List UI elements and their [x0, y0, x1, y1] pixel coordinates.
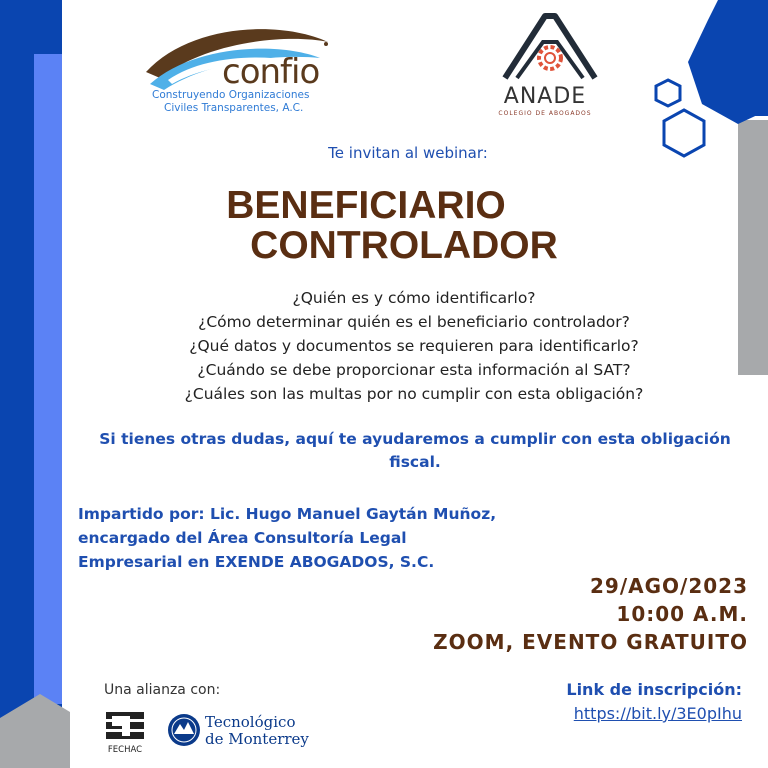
event-time: 10:00 A.M.: [616, 602, 748, 626]
event-date: 29/AGO/2023: [589, 574, 748, 598]
help-text-line1: Si tienes otras dudas, aquí te ayudaremos a cumplir con esta obligación: [99, 430, 731, 448]
registration-link[interactable]: https://bit.ly/3E0pIhu: [573, 704, 742, 723]
question-item: ¿Cuándo se debe proporcionar esta información al SAT?: [197, 361, 631, 379]
tec-monterrey-logo: [166, 712, 202, 748]
speaker-line3: Empresarial en EXENDE ABOGADOS, S.C.: [78, 553, 435, 571]
confio-tagline-line1: Construyendo Organizaciones: [152, 89, 310, 101]
anade-subtitle: COLEGIO DE ABOGADOS: [498, 110, 592, 117]
question-item: ¿Cuáles son las multas por no cumplir con esta obligación?: [184, 385, 644, 403]
speaker-line1: Impartido por: Lic. Hugo Manuel Gaytán Muñoz,: [78, 505, 497, 523]
questions-list: [60, 286, 768, 406]
question-item: ¿Qué datos y documentos se requieren para identificarlo?: [189, 337, 639, 355]
title-line-1: BENEFICIARIO: [226, 184, 506, 227]
event-info: [380, 572, 748, 656]
event-venue: ZOOM, EVENTO GRATUITO: [433, 630, 748, 654]
fechac-label: FECHAC: [107, 745, 143, 755]
speaker-info: [78, 502, 558, 574]
registration-label: Link de inscripción:: [566, 680, 742, 699]
tec-name-line1: Tecnológico: [205, 713, 296, 731]
anade-logo: [495, 12, 605, 92]
title-line-2: CONTROLADOR: [250, 224, 558, 267]
help-text-line2: fiscal.: [389, 453, 441, 471]
question-item: ¿Quién es y cómo identificarlo?: [292, 289, 536, 307]
intro-text: Te invitan al webinar:: [328, 144, 488, 162]
confio-wordmark: confio: [222, 52, 320, 92]
tec-name-line2: de Monterrey: [205, 730, 309, 748]
help-text: [70, 428, 760, 474]
alliance-label: Una alianza con:: [104, 682, 221, 698]
anade-wordmark: ANADE: [503, 84, 587, 109]
question-item: ¿Cómo determinar quién es el beneficiario controlador?: [198, 313, 630, 331]
confio-tagline-line2: Civiles Transparentes, A.C.: [164, 102, 304, 114]
fechac-logo: [104, 708, 146, 744]
speaker-line2: encargado del Área Consultoría Legal: [78, 529, 407, 547]
gray-corner-decoration: [0, 694, 70, 768]
